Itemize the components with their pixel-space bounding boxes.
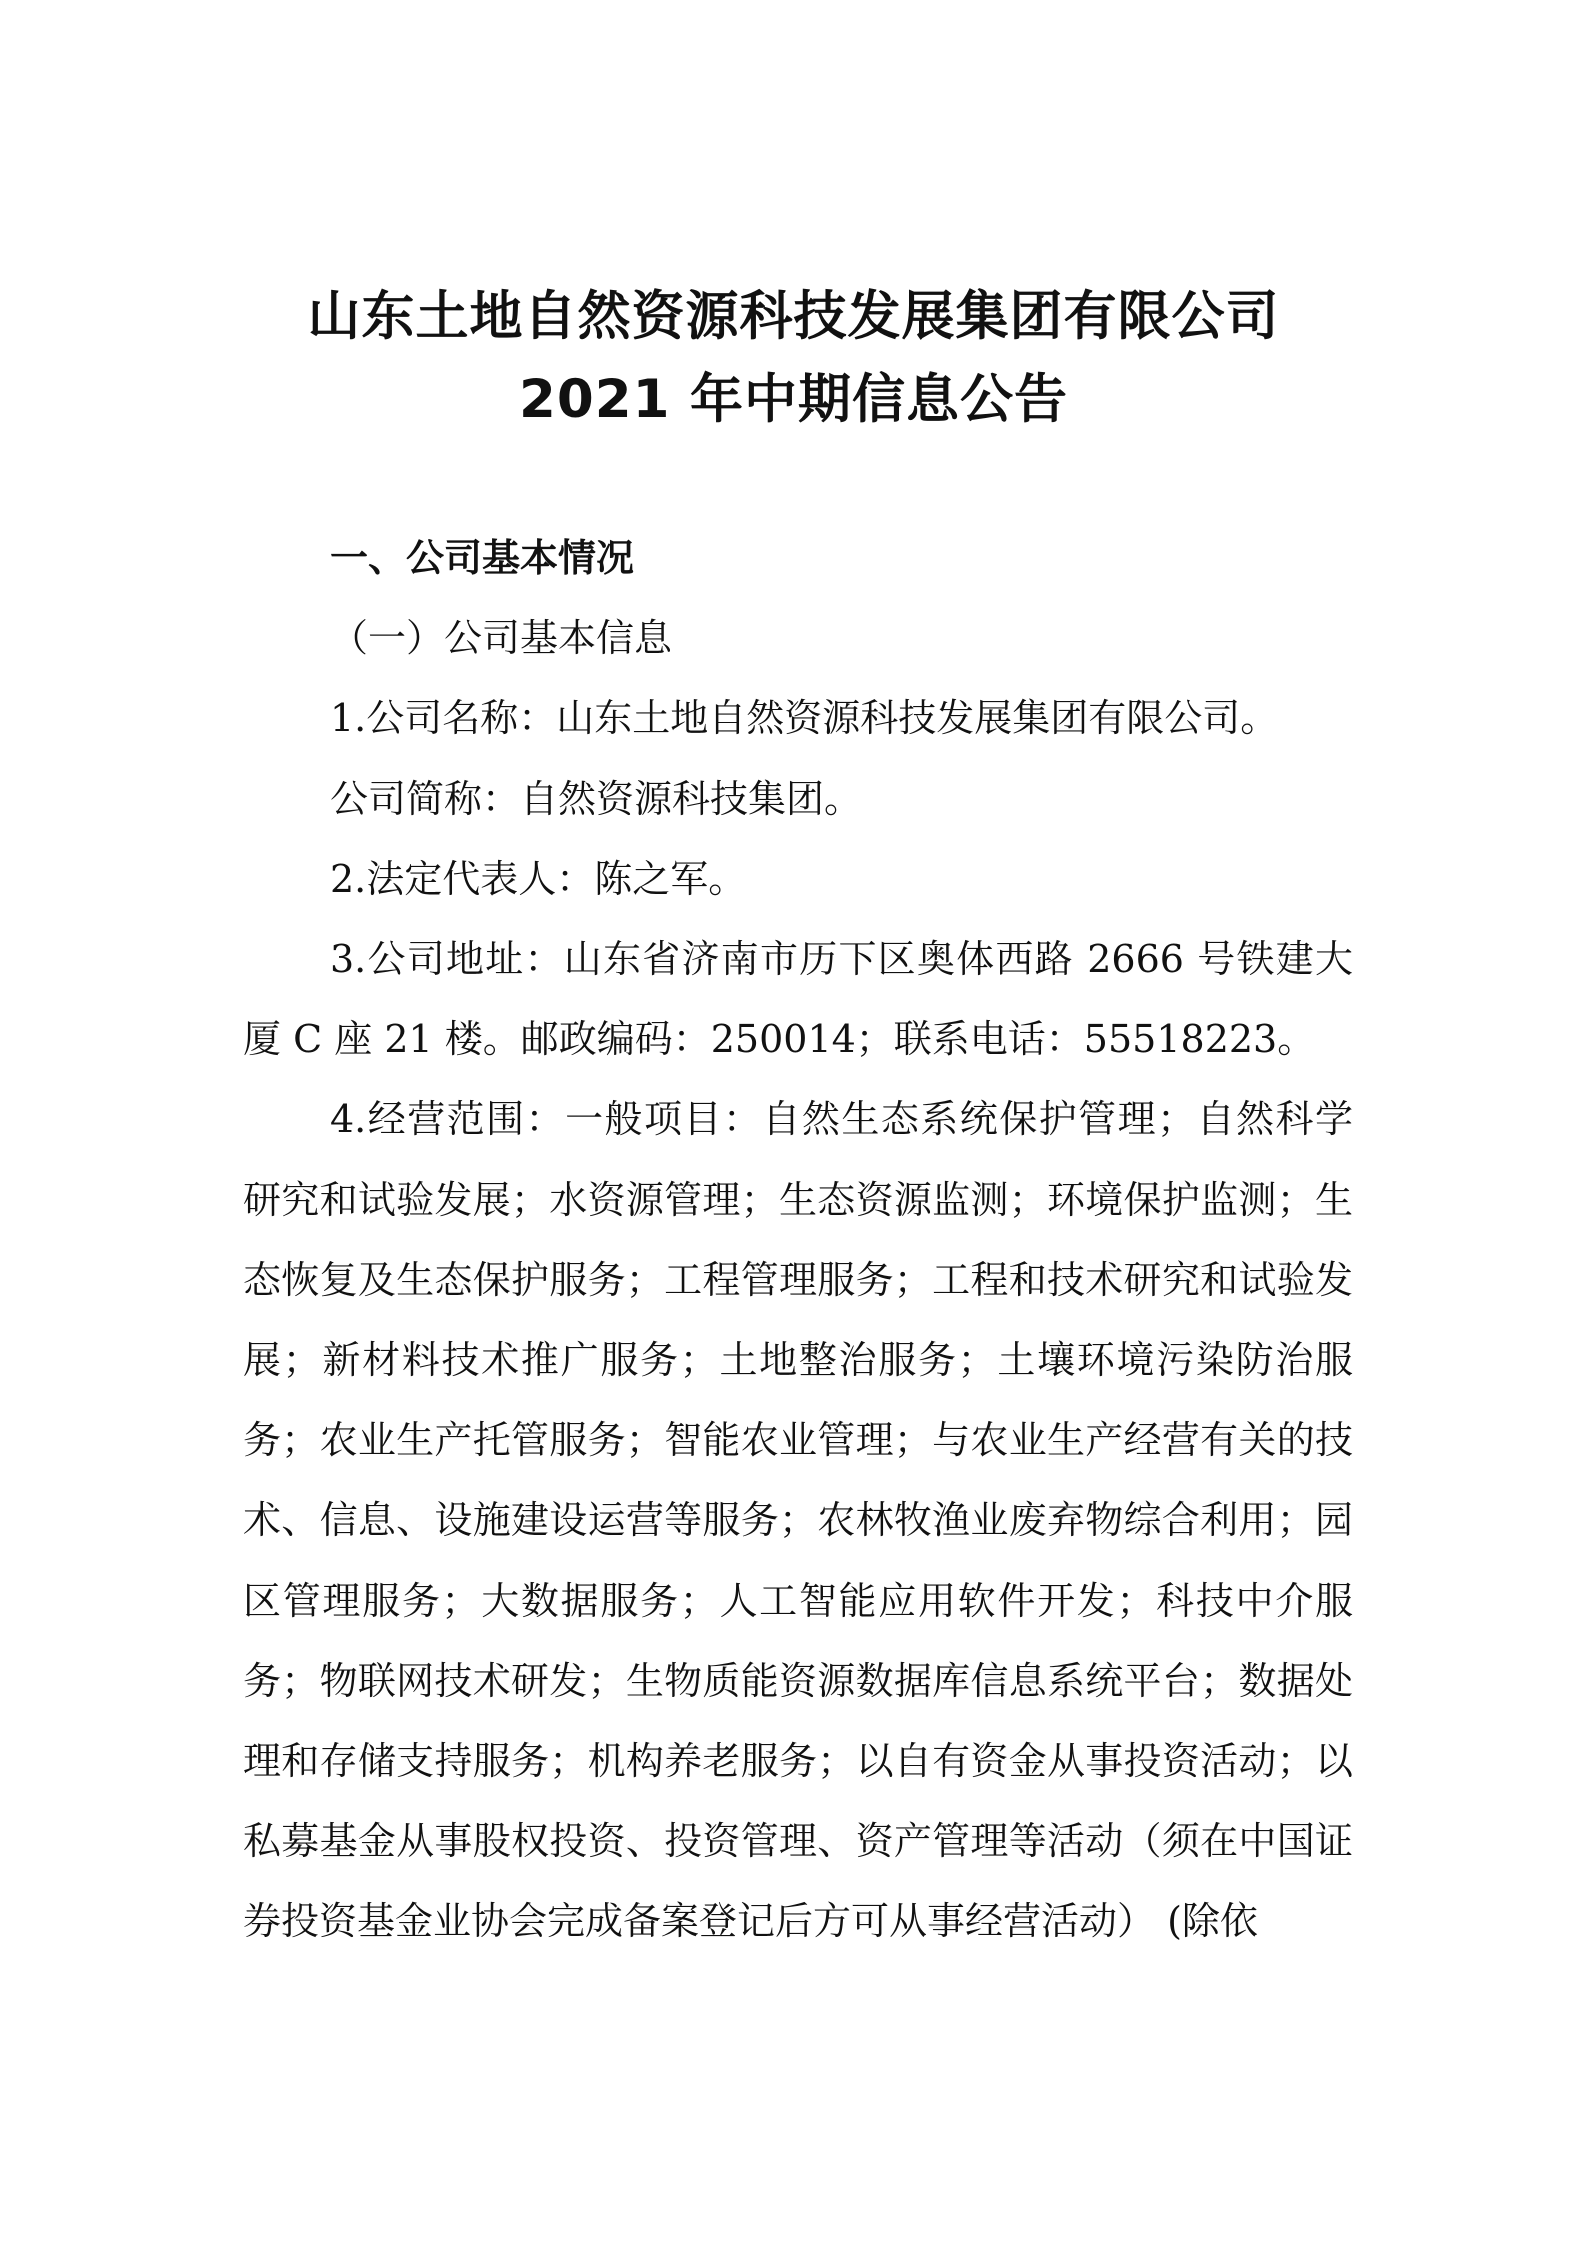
company-address-paragraph: 3.公司地址：山东省济南市历下区奥体西路 2666 号铁建大厦 C 座 21 楼。邮政编码：250014；联系电话：55518223。 [243,937,1353,1062]
legal-representative-paragraph: 2.法定代表人：陈之军。 [330,856,747,901]
section-heading: 一、公司基本情况 [330,536,635,580]
company-short-name-paragraph: 公司简称：自然资源科技集团。 [330,776,863,821]
company-name-paragraph: 1.公司名称：山东土地自然资源科技发展集团有限公司。 [330,696,1279,741]
business-scope-paragraph: 4.经营范围：一般项目：自然生态系统保护管理；自然科学研究和试验发展；水资源管理；生态资源监测；环境保护监测；生态恢复及生态保护服务；工程管理服务；工程和技术研究和试验发展；新材料技术推广服务；土地整治服务；土壤环境污染防治服务；农业生产托管服务；智能农业管理；与农业生产经营有关的技术、信息、设施建设运营等服务；农林牧渔业废弃物综合利用；园区管理服务；大数据服务；人工智能应用软件开发；科技中介服务；物联网技术研发；生物质能资源数据库信息系统平台；数据处理和存储支持服务；机构养老服务；以自有资金从事投资活动；以私募基金从事股权投资、投资管理、资产管理等活动（须在中国证券投资基金业协会完成备案登记后方可从事经营活动） (除依 [243,1097,1353,1944]
subsection-heading: （一）公司基本信息 [330,616,673,661]
document-body [243,518,1353,1962]
document-title-line1: 山东土地自然资源科技发展集团有限公司 [307,286,1280,347]
document-title-line2: 2021 年中期信息公告 [519,369,1068,430]
